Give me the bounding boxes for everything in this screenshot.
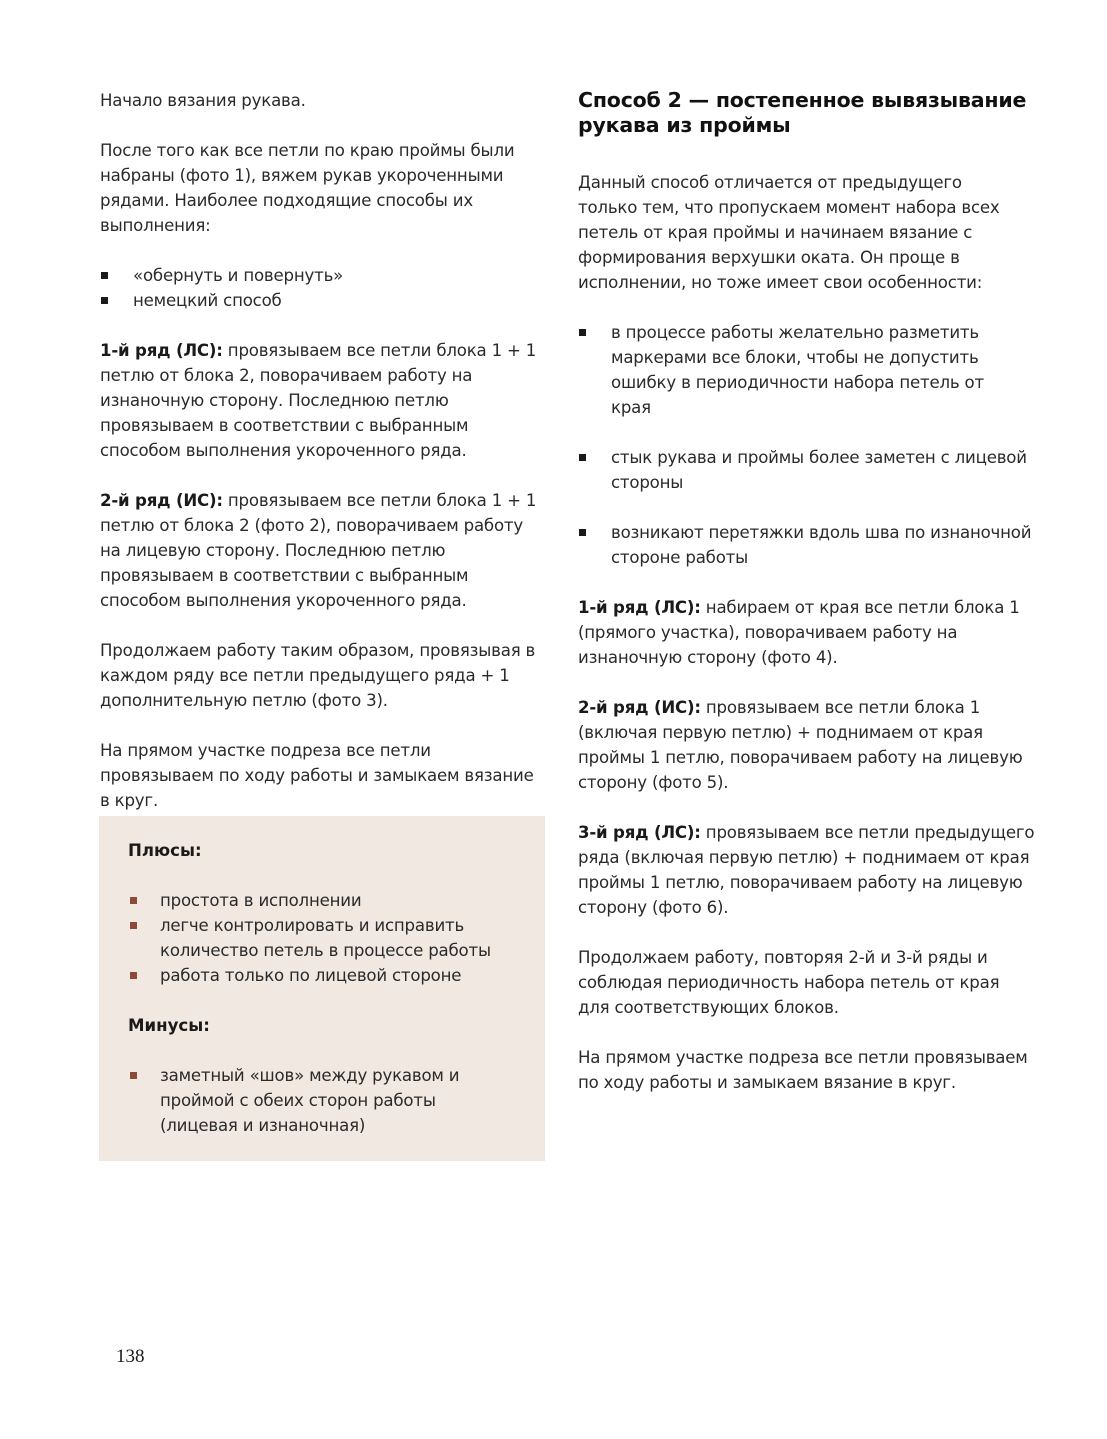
cons-list [128, 1063, 517, 1138]
right-column [578, 88, 1038, 1095]
pros-title: Плюсы: [128, 841, 202, 860]
intro-text: Начало вязания рукава. [100, 91, 306, 110]
square-bullet-icon [130, 897, 137, 904]
list-item: в процессе работы желательно разметить маркерами все блоки, чтобы не допустить ошибку в периодичности набора петель от края [578, 320, 1006, 420]
pros-cons-box [99, 816, 545, 1161]
list-item: возникают перетяжки вдоль шва по изнаночной стороне работы [578, 520, 1038, 570]
square-bullet-icon [579, 454, 586, 461]
square-bullet-icon [579, 329, 586, 336]
paragraph-continue: Продолжаем работу, повторяя 2-й и 3-й ряды и соблюдая периодичность набора петель от края для соответствующих блоков. [578, 948, 1000, 1017]
list-item: работа только по лицевой стороне [128, 963, 517, 988]
paragraph-continue: Продолжаем работу таким образом, провязывая в каждом ряду все петли предыдущего ряда + 1 дополнительную петлю (фото 3). [100, 641, 536, 710]
page-number: 138 [116, 1346, 145, 1367]
list-item: стык рукава и проймы более заметен с лицевой стороны [578, 445, 1038, 495]
row-2-instruction: 2-й ряд (ИС): провязываем все петли блока 1 + 1 петлю от блока 2 (фото 2), поворачиваем работу на лицевую сторону. Последнюю петлю провязываем в соответствии с выбранным способом выполнения укороченного ряда. [100, 491, 537, 610]
list-item: легче контролировать и исправить количество петель в процессе работы [128, 913, 517, 963]
square-bullet-icon [579, 529, 586, 536]
row-2-instruction: 2-й ряд (ИС): провязываем все петли блока 1 (включая первую петлю) + поднимаем от края проймы 1 петлю, поворачиваем работу на лицевую сторону (фото 5). [578, 698, 1023, 792]
paragraph-method-intro: Данный способ отличается от предыдущего только тем, что пропускаем момент набора всех петель от края проймы и начинаем вязание с формирования верхушки оката. Он проще в исполнении, но тоже имеет свои особенности: [578, 173, 1000, 292]
square-bullet-icon [130, 922, 137, 929]
list-item: заметный «шов» между рукавом и проймой с обеих сторон работы (лицевая и изнаночная) [128, 1063, 517, 1138]
pros-list [128, 888, 517, 988]
left-column [100, 88, 550, 813]
square-bullet-icon [130, 972, 137, 979]
list-item: простота в исполнении [128, 888, 517, 913]
row-1-instruction: 1-й ряд (ЛС): провязываем все петли блока 1 + 1 петлю от блока 2, поворачиваем работу на изнаночную сторону. Последнюю петлю провязываем в соответствии с выбранным способом выполнения укороченного ряда. [100, 341, 537, 460]
features-list [578, 320, 1038, 570]
square-bullet-icon [130, 1072, 137, 1079]
cons-title: Минусы: [128, 1016, 210, 1035]
square-bullet-icon [101, 297, 108, 304]
row-1-instruction: 1-й ряд (ЛС): набираем от края все петли блока 1 (прямого участка), поворачиваем работу на изнаночную сторону (фото 4). [578, 598, 1020, 667]
list-item: немецкий способ [100, 288, 550, 313]
paragraph-cast-on: После того как все петли по краю проймы были набраны (фото 1), вяжем рукав укороченными рядами. Наиболее подходящие способы их выполнения: [100, 141, 515, 235]
section-heading: Способ 2 — постепенное вывязывание рукава из проймы [578, 88, 1027, 137]
paragraph-straight-section: На прямом участке подреза все петли провязываем по ходу работы и замыкаем вязание в круг. [578, 1048, 1028, 1092]
square-bullet-icon [101, 272, 108, 279]
paragraph-straight-section: На прямом участке подреза все петли провязываем по ходу работы и замыкаем вязание в круг. [100, 741, 534, 810]
list-item: «обернуть и повернуть» [100, 263, 550, 288]
methods-list [100, 263, 550, 313]
row-3-instruction: 3-й ряд (ЛС): провязываем все петли предыдущего ряда (включая первую петлю) + поднимаем от края проймы 1 петлю, поворачиваем работу на лицевую сторону (фото 6). [578, 823, 1035, 917]
